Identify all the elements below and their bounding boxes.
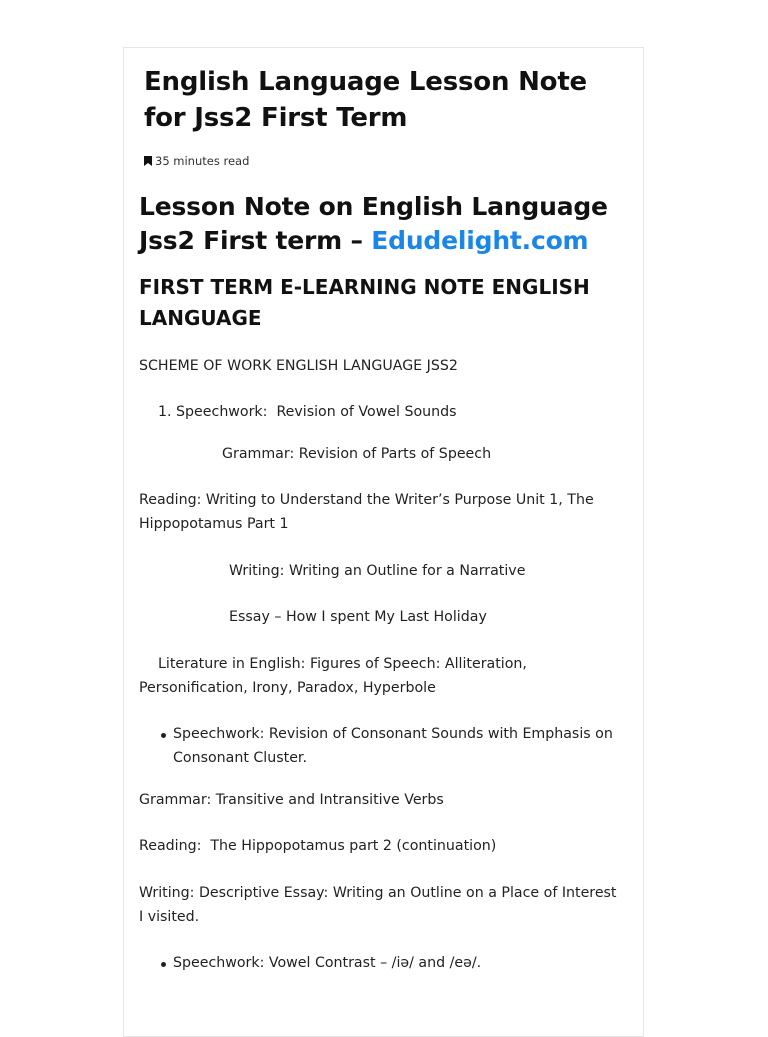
section-heading: FIRST TERM E-LEARNING NOTE ENGLISH LANGUAGE [139,275,590,330]
grammar-line: Grammar: Transitive and Intransitive Verbs [139,792,444,808]
writing-line: Writing: Writing an Outline for a Narrative [229,563,526,579]
read-time-text: 35 minutes read [155,154,250,168]
grammar-line: Grammar: Revision of Parts of Speech [222,446,492,462]
read-time-meta [144,154,249,168]
list-item: 1. Speechwork: Revision of Vowel Sounds [158,404,457,420]
essay-line: Essay – How I spent My Last Holiday [229,609,487,625]
article-heading-text: Lesson Note on English Language Jss2 First term – [139,192,608,255]
post-title: English Language Lesson Note for Jss2 First Term [144,67,587,133]
bullet-dot [161,733,166,738]
list-item: Speechwork: Revision of Consonant Sounds with Emphasis on Consonant Cluster. [173,726,613,766]
reading-line: Reading: Writing to Understand the Writer’s Purpose Unit 1, The Hippopotamus Part 1 [139,492,594,532]
bookmark-icon [144,156,152,166]
list-item: Speechwork: Vowel Contrast – /iə/ and /eə/. [173,955,482,971]
reading-line: Reading: The Hippopotamus part 2 (continuation) [139,838,497,854]
edudelight-link[interactable]: Edudelight.com [371,226,589,255]
bullet-dot [161,962,166,967]
article-heading [139,190,639,258]
article-card [123,47,644,1037]
scheme-title: SCHEME OF WORK ENGLISH LANGUAGE JSS2 [139,358,458,374]
literature-line: Literature in English: Figures of Speech: Alliteration, Personification, Irony, Paradox, Hyperbole [139,656,527,696]
writing-line: Writing: Descriptive Essay: Writing an Outline on a Place of Interest I visited. [139,885,617,925]
